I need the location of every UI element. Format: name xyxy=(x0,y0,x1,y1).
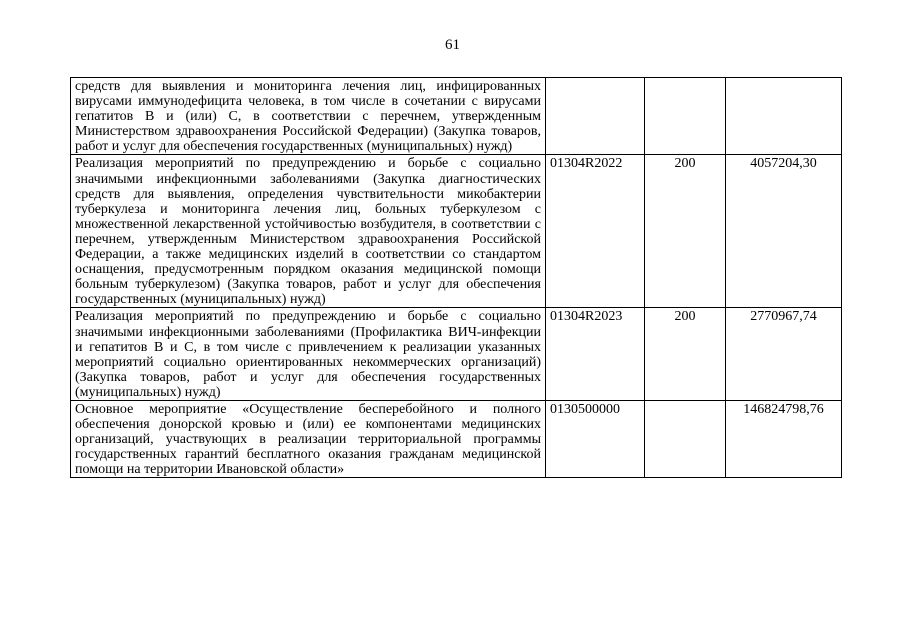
row-description: Реализация мероприятий по предупреждению и борьбе с социально значимыми инфекционными заболеваниями (Профилактика ВИЧ-инфекции и гепатитов В и С, в том числе с привлечением к реализации указанных мероприятий социально ориентированных некоммерческих организаций) (Закупка товаров, работ и услуг для обеспечения государственных (муниципальных) нужд) xyxy=(71,308,546,401)
row-code: 0130500000 xyxy=(546,400,645,477)
row-expense-type: 200 xyxy=(645,308,726,401)
row-description: Реализация мероприятий по предупреждению и борьбе с социально значимыми инфекционными заболеваниями (Закупка диагностических средств для выявления, определения чувствительности микобактерии туберкулеза и мониторинга лечения лиц, больных туберкулезом с множественной лекарственной устойчивостью возбудителя, в соответствии с перечнем, утвержденным Министерством здравоохранения Российской Федерации, а также медицинских изделий в соответствии со стандартом оснащения, предусмотренным порядком оказания медицинской помощи больным туберкулезом) (Закупка товаров, работ и услуг для обеспечения государственных (муниципальных) нужд) xyxy=(71,155,546,308)
row-code xyxy=(546,78,645,155)
row-amount: 2770967,74 xyxy=(726,308,842,401)
row-amount xyxy=(726,78,842,155)
table-row xyxy=(71,400,842,477)
row-description: Основное мероприятие «Осуществление бесперебойного и полного обеспечения донорской кровью и (или) ее компонентами медицинских организаций, участвующих в реализации территориальной программы государственных гарантий бесплатного оказания гражданам медицинской помощи на территории Ивановской области» xyxy=(71,400,546,477)
table-row xyxy=(71,78,842,155)
row-code: 01304R2023 xyxy=(546,308,645,401)
row-amount: 4057204,30 xyxy=(726,155,842,308)
row-expense-type: 200 xyxy=(645,155,726,308)
row-amount: 146824798,76 xyxy=(726,400,842,477)
row-expense-type xyxy=(645,78,726,155)
row-code: 01304R2022 xyxy=(546,155,645,308)
table-row xyxy=(71,155,842,308)
table-row xyxy=(71,308,842,401)
row-expense-type xyxy=(645,400,726,477)
page-number: 61 xyxy=(445,37,460,53)
row-description: средств для выявления и мониторинга лечения лиц, инфицированных вирусами иммунодефицита человека, в том числе в сочетании с вирусами гепатитов В и (или) С, в соответствии с перечнем, утвержденным Министерством здравоохранения Российской Федерации) (Закупка товаров, работ и услуг для обеспечения государственных (муниципальных) нужд) xyxy=(71,78,546,155)
budget-table xyxy=(70,77,842,478)
